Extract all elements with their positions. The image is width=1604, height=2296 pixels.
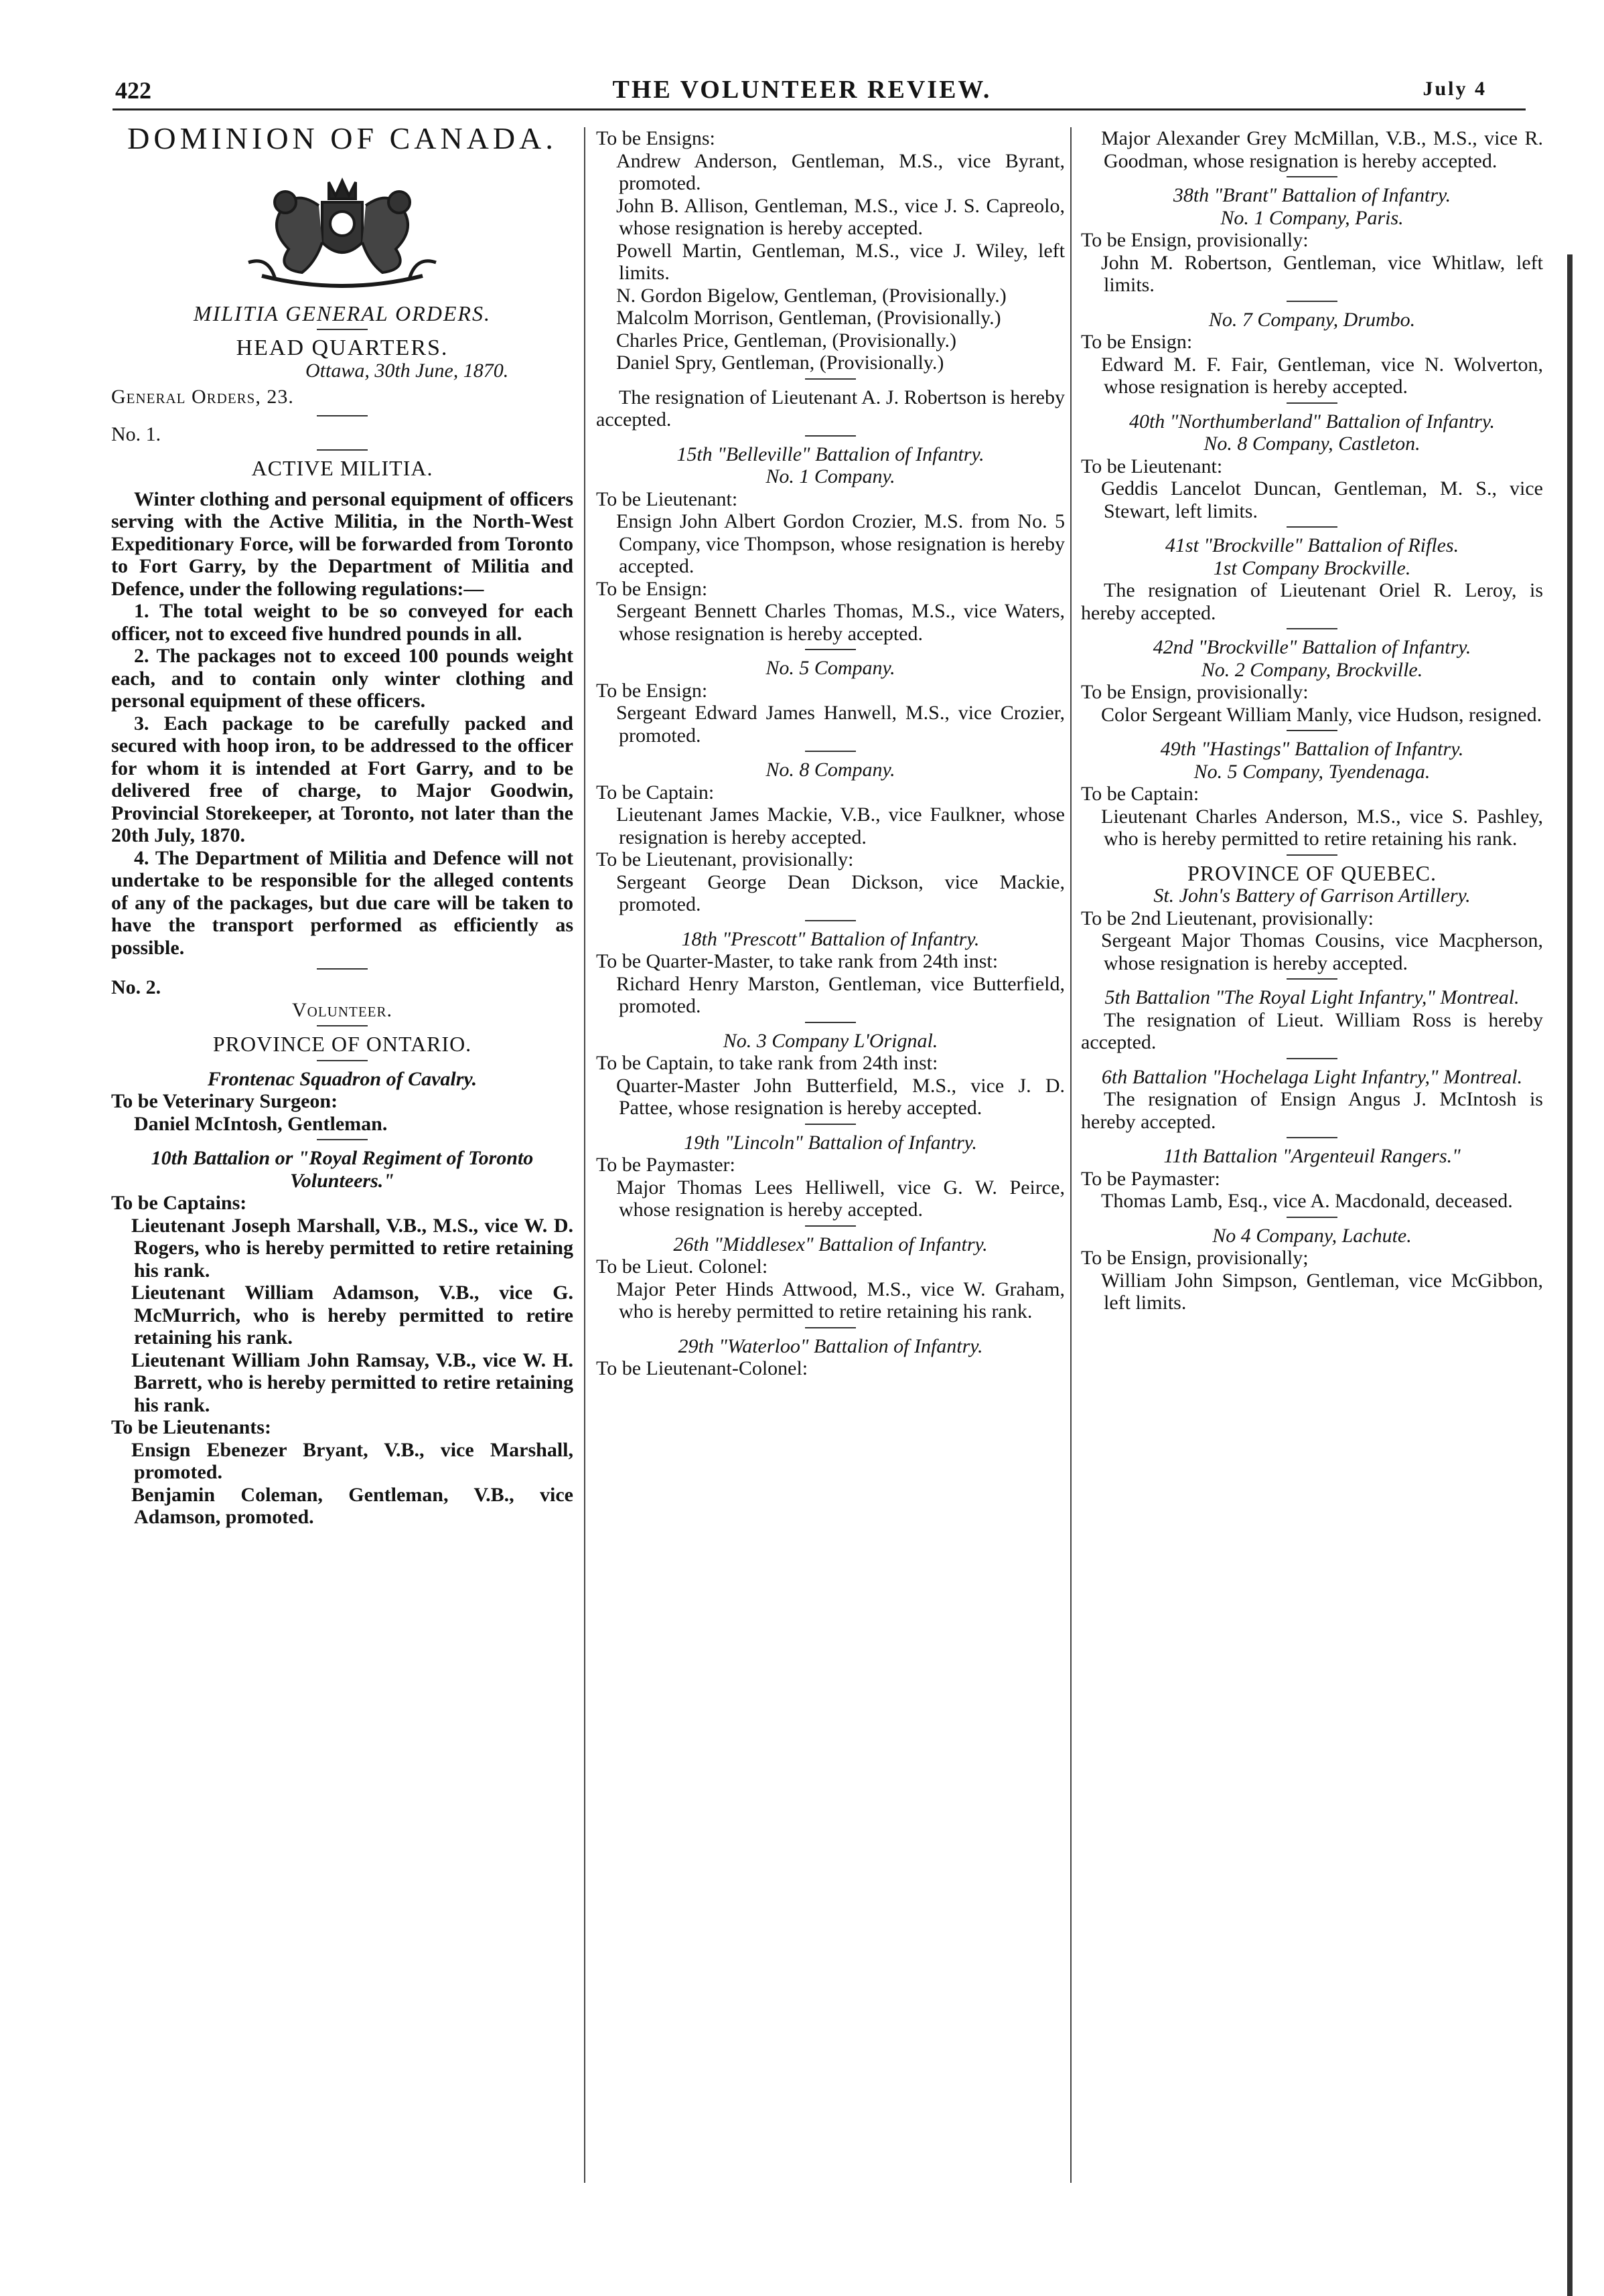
section-title: DOMINION OF CANADA. xyxy=(127,121,557,155)
appointment-entry: Sergeant Bennett Charles Thomas, M.S., vice Waters, whose resignation is hereby accepted. xyxy=(616,600,1065,645)
unit-heading: Frontenac Squadron of Cavalry. xyxy=(207,1067,478,1090)
resignation-notice: The resignation of Lieutenant Oriel R. Leroy, is hereby accepted. xyxy=(1081,579,1543,624)
unit-heading: 15th "Belleville" Battalion of Infantry. xyxy=(676,443,985,465)
unit-heading: 40th "Northumberland" Battalion of Infantry. xyxy=(1128,410,1496,433)
running-header xyxy=(0,67,1604,114)
divider xyxy=(1287,854,1337,856)
divider xyxy=(1287,176,1337,177)
appointment-entry: Thomas Lamb, Esq., vice A. Macdonald, deceased. xyxy=(1101,1190,1513,1212)
appointment-heading: To be Captain, to take rank from 24th inst: xyxy=(596,1052,938,1074)
resignation-notice: The resignation of Ensign Angus J. McIntosh is hereby accepted. xyxy=(1081,1088,1543,1133)
appointment-heading: To be Paymaster: xyxy=(596,1154,735,1176)
province-heading: PROVINCE OF ONTARIO. xyxy=(212,1032,472,1056)
appointment-entry: Major Alexander Grey McMillan, V.B., M.S., vice R. Goodman, whose resignation is hereby accepted. xyxy=(1101,127,1543,172)
appointment-heading: To be Ensign: xyxy=(1081,331,1193,353)
appointment-heading: To be Quarter-Master, to take rank from 24th inst: xyxy=(596,950,999,972)
appointment-entry: Sergeant Major Thomas Cousins, vice Macpherson, whose resignation is hereby accepted. xyxy=(1101,929,1543,974)
divider xyxy=(1287,402,1337,404)
order-number: No. 1. xyxy=(111,423,161,445)
appointment-heading: To be Lieutenant: xyxy=(596,487,738,510)
unit-heading: 49th "Hastings" Battalion of Infantry. xyxy=(1160,738,1464,760)
journal-title: THE VOLUNTEER REVIEW. xyxy=(612,76,992,104)
divider xyxy=(317,1060,368,1061)
appointment-heading: To be Ensign, provisionally; xyxy=(1081,1247,1309,1269)
appointment-entry: Daniel McIntosh, Gentleman. xyxy=(134,1112,388,1135)
royal-coat-of-arms-icon xyxy=(222,162,463,296)
appointment-heading: To be Ensign: xyxy=(596,577,708,600)
appointment-heading: To be Lieutenant: xyxy=(1081,455,1223,477)
appointment-heading: To be Lieut. Colonel: xyxy=(596,1255,768,1278)
unit-heading: 6th Battalion "Hochelaga Light Infantry," Montreal. xyxy=(1101,1065,1523,1088)
appointment-entry: Benjamin Coleman, Gentleman, V.B., vice Adamson, promoted. xyxy=(131,1483,573,1528)
unit-heading: 29th "Waterloo" Battalion of Infantry. xyxy=(678,1334,983,1357)
appointment-entry: Geddis Lancelot Duncan, Gentleman, M. S., vice Stewart, left limits. xyxy=(1101,477,1543,522)
divider xyxy=(805,1124,856,1125)
appointment-entry: John M. Robertson, Gentleman, vice Whitlaw, left limits. xyxy=(1101,251,1543,296)
province-heading: PROVINCE OF QUEBEC. xyxy=(1187,860,1437,885)
divider xyxy=(317,415,368,416)
appointment-entry: Charles Price, Gentleman, (Provisionally.) xyxy=(616,329,956,352)
appointment-entry: Sergeant Edward James Hanwell, M.S., vice Crozier, promoted. xyxy=(616,702,1065,747)
unit-heading: 38th "Brant" Battalion of Infantry. xyxy=(1173,184,1451,206)
company-heading: No. 7 Company, Drumbo. xyxy=(1208,308,1416,331)
appointment-heading: To be Lieutenants: xyxy=(111,1416,271,1438)
appointment-entry: Ensign John Albert Gordon Crozier, M.S. from No. 5 Company, vice Thompson, whose resignation is hereby accepted. xyxy=(616,510,1065,577)
page-number: 422 xyxy=(115,77,151,104)
appointment-entry: Major Peter Hinds Attwood, M.S., vice W. Graham, who is hereby permitted to retire retaining his rank. xyxy=(616,1278,1065,1322)
divider xyxy=(805,751,856,752)
divider xyxy=(805,1022,856,1023)
company-heading: No. 8 Company. xyxy=(765,759,895,781)
appointment-entry: Richard Henry Marston, Gentleman, vice Butterfield, promoted. xyxy=(616,972,1065,1017)
divider xyxy=(317,1139,368,1140)
column-3 xyxy=(1081,127,1543,1314)
company-heading: No. 3 Company L'Orignal. xyxy=(723,1029,938,1052)
appointment-heading: To be Lieutenant-Colonel: xyxy=(596,1357,808,1379)
divider xyxy=(317,329,368,330)
appointment-heading: To be Lieutenant, provisionally: xyxy=(596,848,854,870)
appointment-entry: Lieutenant Charles Anderson, M.S., vice S. Pashley, who is hereby permitted to retire retaining his rank. xyxy=(1101,805,1543,850)
company-heading: No. 1 Company. xyxy=(765,465,895,487)
paragraph: Winter clothing and personal equipment of officers serving with the Active Militia, in the North-West Expeditionary Force, will be forwarded from Toronto to Fort Garry, by the Department of Militia and Defence, under the following regulations:— xyxy=(111,487,573,600)
appointment-entry: Daniel Spry, Gentleman, (Provisionally.) xyxy=(616,352,944,374)
paragraph: 3. Each package to be carefully packed and secured with hoop iron, to be addressed to the officer for whom it is intended at Fort Garry, and to be delivered free of charge, to Major Goodwin, Provincial Storekeeper, at Toronto, not later than the 20th July, 1870. xyxy=(111,712,573,846)
appointment-entry: Sergeant George Dean Dickson, vice Mackie, promoted. xyxy=(616,870,1065,915)
appointment-heading: To be Ensign: xyxy=(596,679,708,702)
company-heading: 1st Company Brockville. xyxy=(1213,556,1411,579)
hq-heading: HEAD QUARTERS. xyxy=(236,335,449,360)
appointment-entry: Ensign Ebenezer Bryant, V.B., vice Marshall, promoted. xyxy=(131,1438,573,1483)
unit-heading: 41st "Brockville" Battalion of Rifles. xyxy=(1165,534,1459,556)
unit-heading: 19th "Lincoln" Battalion of Infantry. xyxy=(684,1131,977,1154)
divider xyxy=(1287,1217,1337,1218)
appointment-entry: John B. Allison, Gentleman, M.S., vice J. S. Capreolo, whose resignation is hereby accepted. xyxy=(616,194,1065,239)
unit-heading: St. John's Battery of Garrison Artillery. xyxy=(1153,885,1471,907)
orders-heading: MILITIA GENERAL ORDERS. xyxy=(194,301,491,325)
appointment-entry: Lieutenant William Adamson, V.B., vice G. McMurrich, who is hereby permitted to retire retaining his rank. xyxy=(131,1282,573,1349)
divider xyxy=(805,649,856,650)
divider xyxy=(317,968,368,970)
appointment-heading: To be Paymaster: xyxy=(1081,1167,1220,1190)
unit-heading: 5th Battalion "The Royal Light Infantry," Montreal. xyxy=(1104,986,1520,1008)
header-rule xyxy=(113,108,1526,110)
company-heading: No. 8 Company, Castleton. xyxy=(1204,433,1420,455)
company-heading: No. 5 Company. xyxy=(765,657,895,679)
divider xyxy=(1287,730,1337,731)
appointment-entry: Lieutenant William John Ramsay, V.B., vice W. H. Barrett, who is hereby permitted to retire retaining his rank. xyxy=(131,1349,573,1416)
divider xyxy=(317,1025,368,1026)
appointment-entry: Quarter-Master John Butterfield, M.S., vice J. D. Pattee, whose resignation is hereby accepted. xyxy=(616,1074,1065,1119)
divider xyxy=(1287,978,1337,980)
appointment-heading: To be 2nd Lieutenant, provisionally: xyxy=(1081,907,1374,929)
column-1 xyxy=(111,121,573,1529)
divider xyxy=(805,378,856,380)
appointment-entry: Andrew Anderson, Gentleman, M.S., vice Byrant, promoted. xyxy=(616,149,1065,194)
appointment-heading: To be Captain: xyxy=(1081,783,1199,805)
general-orders-number: General Orders, 23. xyxy=(111,386,294,408)
company-heading: No 4 Company, Lachute. xyxy=(1212,1224,1412,1247)
appointment-heading: To be Captain: xyxy=(596,781,715,803)
appointment-entry: Lieutenant James Mackie, V.B., vice Faulkner, whose resignation is hereby accepted. xyxy=(616,803,1065,848)
divider xyxy=(805,435,856,437)
appointment-entry: Powell Martin, Gentleman, M.S., vice J. Wiley, left limits. xyxy=(616,239,1065,284)
appointment-heading: To be Ensign, provisionally: xyxy=(1081,681,1309,703)
divider xyxy=(1287,301,1337,302)
company-heading: No. 1 Company, Paris. xyxy=(1220,206,1404,229)
divider xyxy=(1287,1058,1337,1059)
section-heading: Volunteer. xyxy=(292,998,392,1021)
company-heading: No. 2 Company, Brockville. xyxy=(1201,658,1423,681)
appointment-entry: Edward M. F. Fair, Gentleman, vice N. Wolverton, whose resignation is hereby accepted. xyxy=(1101,353,1543,398)
unit-heading: 42nd "Brockville" Battalion of Infantry. xyxy=(1153,636,1471,658)
divider xyxy=(805,1327,856,1328)
unit-heading: 26th "Middlesex" Battalion of Infantry. xyxy=(673,1233,988,1255)
place-date: Ottawa, 30th June, 1870. xyxy=(305,359,509,382)
paragraph: 2. The packages not to exceed 100 pounds weight each, and to contain only winter clothing and personal equipment of these officers. xyxy=(111,645,573,712)
section-heading: ACTIVE MILITIA. xyxy=(251,456,433,480)
unit-heading: 10th Battalion or "Royal Regiment of Toronto Volunteers." xyxy=(151,1147,534,1192)
appointment-entry: N. Gordon Bigelow, Gentleman, (Provisionally.) xyxy=(616,284,1007,307)
appointment-entry: Malcolm Morrison, Gentleman, (Provisionally.) xyxy=(616,307,1001,329)
divider xyxy=(805,920,856,921)
divider xyxy=(1287,628,1337,629)
appointment-entry: Major Thomas Lees Helliwell, vice G. W. Peirce, whose resignation is hereby accepted. xyxy=(616,1176,1065,1221)
divider xyxy=(1287,526,1337,528)
paragraph: 4. The Department of Militia and Defence will not undertake to be responsible for the alleged contents of any of the packages, but due care will be taken to have the transport performed as efficiently as possible. xyxy=(111,846,573,959)
unit-heading: 11th Battalion "Argenteuil Rangers." xyxy=(1163,1145,1461,1167)
appointment-entry: Lieutenant Joseph Marshall, V.B., M.S., vice W. D. Rogers, who is hereby permitted to retire retaining his rank. xyxy=(131,1214,573,1282)
unit-heading: 18th "Prescott" Battalion of Infantry. xyxy=(681,927,980,950)
divider xyxy=(317,449,368,451)
divider xyxy=(805,1225,856,1227)
paragraph: 1. The total weight to be so conveyed for each officer, not to exceed five hundred pounds in all. xyxy=(111,600,573,645)
appointment-entry: William John Simpson, Gentleman, vice McGibbon, left limits. xyxy=(1101,1269,1543,1314)
divider xyxy=(1287,1137,1337,1138)
column-divider xyxy=(1070,127,1072,2183)
appointment-heading: To be Veterinary Surgeon: xyxy=(111,1090,338,1112)
resignation-notice: The resignation of Lieutenant A. J. Robertson is hereby accepted. xyxy=(596,386,1065,431)
appointment-heading: To be Ensigns: xyxy=(596,127,715,149)
issue-date: July 4 xyxy=(1423,78,1487,100)
company-heading: No. 5 Company, Tyendenaga. xyxy=(1193,760,1431,783)
column-2 xyxy=(596,127,1065,1380)
resignation-notice: The resignation of Lieut. William Ross is hereby accepted. xyxy=(1081,1008,1543,1053)
appointment-heading: To be Captains: xyxy=(111,1192,247,1214)
appointment-heading: To be Ensign, provisionally: xyxy=(1081,229,1309,251)
column-divider xyxy=(584,127,585,2183)
order-number: No. 2. xyxy=(111,976,161,998)
page-edge-shadow xyxy=(1567,254,1573,2296)
appointment-entry: Color Sergeant William Manly, vice Hudson, resigned. xyxy=(1101,703,1542,726)
